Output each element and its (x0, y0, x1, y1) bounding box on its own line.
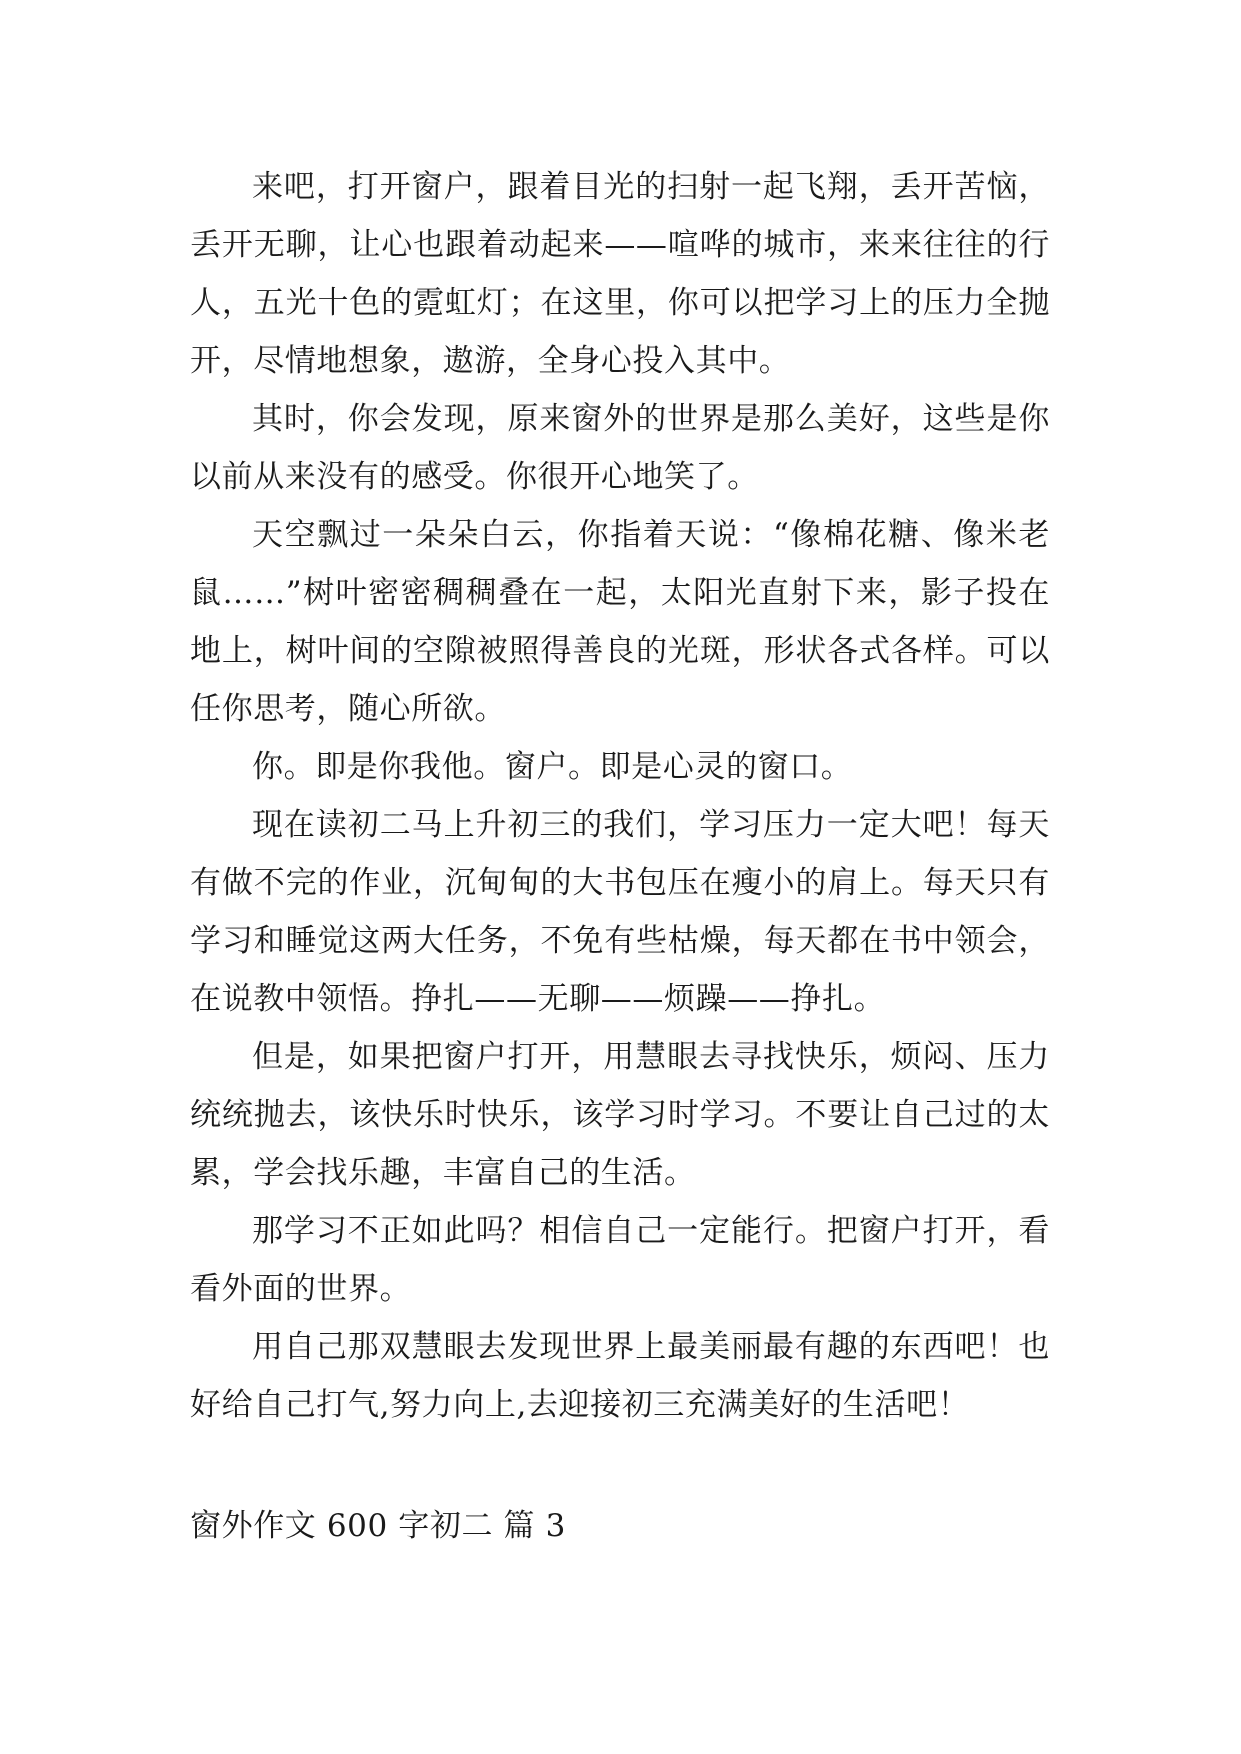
section-heading: 窗外作文 600 字初二 篇 3 (190, 1508, 566, 1544)
paragraph-discover-beauty: 其时，你会发现，原来窗外的世界是那么美好，这些是你以前从来没有的感受。你很开心地笑了。 (190, 401, 1050, 495)
paragraph-study-pressure: 现在读初二马上升初三的我们，学习压力一定大吧！每天有做不完的作业，沉甸甸的大书包压在瘦小的肩上。每天只有学习和睡觉这两大任务，不免有些枯燥，每天都在书中领会，在说教中领悟。挣扎——无聊——烦躁——挣扎。 (190, 807, 1050, 1017)
paragraph-believe-yourself: 那学习不正如此吗？相信自己一定能行。把窗户打开，看看外面的世界。 (190, 1213, 1050, 1307)
paragraph-open-window: 来吧，打开窗户，跟着目光的扫射一起飞翔，丢开苦恼，丢开无聊，让心也跟着动起来——喧哗的城市，来来往往的行人，五光十色的霓虹灯；在这里，你可以把学习上的压力全抛开，尽情地想象，遨游，全身心投入其中。 (190, 169, 1050, 379)
paragraph-closing: 用自己那双慧眼去发现世界上最美丽最有趣的东西吧！也好给自己打气,努力向上,去迎接初三充满美好的生活吧！ (190, 1329, 1050, 1423)
paragraph-find-happiness: 但是，如果把窗户打开，用慧眼去寻找快乐，烦闷、压力统统抛去，该快乐时快乐，该学习时学习。不要让自己过的太累，学会找乐趣，丰富自己的生活。 (190, 1039, 1050, 1191)
paragraph-clouds-and-leaves: 天空飘过一朵朵白云，你指着天说：“像棉花糖、像米老鼠……”树叶密密稠稠叠在一起，太阳光直射下来，影子投在地上，树叶间的空隙被照得善良的光斑，形状各式各样。可以任你思考，随心所欲。 (190, 517, 1050, 727)
article-body (190, 158, 1050, 1434)
paragraph-window-of-heart: 你。即是你我他。窗户。即是心灵的窗口。 (252, 749, 853, 785)
